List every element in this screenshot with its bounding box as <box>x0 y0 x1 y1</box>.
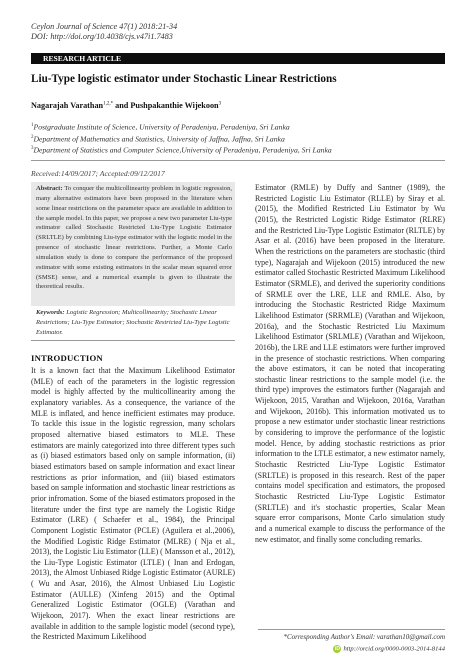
article-type-badge: RESEARCH ARTICLE <box>31 53 445 64</box>
author-superscript: 1,2,* <box>103 101 114 107</box>
intro-paragraph: Estimator (RMLE) by Duffy and Santner (1989), the Restricted Logistic Liu Estimator (RLLE) by Siray et al. (2015), the Modified Restricted Liu Estimator by Wu (2015), the Restricted Logistic Ridge Estimator (RLRE) and the Restricted Liu-Type Logistic Estimator (RLTLE) by Asar et al. (2016) have been proposed in the literature. When the restrictions on the parameters are stochastic (third type), Nagarajah and Wijekoon (2015) introduced the new estimator called Stochastic Restricted Maximum Likelihood Estimator (SRMLE), and derived the superiority conditions of SRMLE over the LRE, LLE and RMLE. Also, by introducing the Stochastic Restricted Ridge Maximum Likelihood Estimator (SRRMLE) (Varathan and Wijekoon, 2016a), and the Stochastic Restricted Liu Maximum Likelihood Estimator (SRLMLE) (Varathan and Wijekoon, 2016b), the LRE and LLE estimators were further improved in the presence of stochastic restrictions. When comparing the above estimators, it can be noted that incoperating stochastic linear restrictions to the sample model (i.e. the third type) improves the estimators further (Nagarajah and Wijekoon, 2015, Varathan and Wijekoon, 2016a, Varathan and Wijekoon, 2016b). This information motivated us to propose a new estimator under stochastic linear restrictions by considering to improve the performance of the logistic model. Hence, by adding stochastic restrictions as prior information to the LTLE estimator, a new estimator namely, Stochastic Restricted Liu-Type Logistic Estimator (SRLTLE) is proposed in this research. Rest of the paper contains model specification and estimators, the proposed Stochastic Restricted Liu-Type Logistic Estimator (SRLTLE) and it's stochastic properties, Scalar Mean square error comparisons, Monte Carlo simulation study and a numerical example to discuss the performance of the new estimator, and finally some concluding remarks. <box>255 183 445 544</box>
author-name: Nagarajah Varathan <box>31 101 104 110</box>
journal-doi[interactable]: DOI: http://doi.org/10.4038/cjs.v47i1.7483 <box>31 32 173 41</box>
abstract-label: Abstract: <box>36 185 63 192</box>
author-conjunction: and <box>113 101 131 110</box>
abstract-text: To conquer the multicollinearity problem in logistic regression, many alternative estimators have been proposed in the literature when some linear restrictions on the parameter space are available in addition to the sample model. In this paper, we propose a new two parameter Liu-type estimator called Stochastic Restricted Liu-Type Logistic Estimator (SRLTLE) by combining Liu-type estimator with the logistic model in the presence of stochastic linear restrictions. Further, a Monte Carlo simulation study is done to compare the performance of the proposed estimator with some existing estimators in the scalar mean squared error (SMSE) sense, and a numerical example is given to illustrate the theoretical results. <box>36 185 232 291</box>
section-heading-introduction: INTRODUCTION <box>31 353 103 363</box>
orcid-line <box>262 645 445 653</box>
affiliations <box>31 121 332 156</box>
abstract-block <box>36 184 232 292</box>
affiliation-item: $^2$Department of Mathematics and Statistics, University of Jaffna, Jaffna, Sri Lanka <box>31 134 285 144</box>
affiliation-item: $^3$Department of Statistics and Computer Science,University of Peradeniya, Peradeniya, Sri Lanka <box>31 145 332 155</box>
corresponding-author-email[interactable]: *Corresponding Author's Email: varathan10@gmail.com <box>283 633 445 641</box>
keywords-text: Logistic Regression; Multicollinearity; Stochastic Linear Restrictions; Liu-Type Estimator; Stochastic Restricted Liu-Type Logistic Estimator. <box>36 309 230 336</box>
footer-divider <box>258 629 445 630</box>
orcid-link[interactable]: http://orcid.org/0000-0003-2014-8144 <box>343 645 445 653</box>
received-accepted-dates: Received:14/09/2017; Accepted:09/12/2017 <box>31 169 165 178</box>
journal-citation: Ceylon Journal of Science 47(1) 2018:21-34 <box>31 22 178 31</box>
affiliation-item: $^1$Postgraduate Institute of Science, University of Peradeniya, Peradeniya, Sri Lanka <box>31 122 290 132</box>
journal-header <box>31 22 177 42</box>
author-superscript: 3 <box>218 101 222 107</box>
intro-right-column <box>255 183 445 545</box>
keywords-label: Keywords: <box>36 309 65 316</box>
intro-paragraph: It is a known fact that the Maximum Likelihood Estimator (MLE) of each of the parameters in the logistic regression model is highly affected by the multicollinearity among the explanatory variables. As a consequence, the variance of the MLE is inflated, and hence inefficient estimates may produce. To tackle this issue in the logistic regression, many scholars proposed alternative biased estimators to MLE. These estimators are mainly categorized into three different types such as (i) biased estimators based only on sample information, (ii) biased estimators based on sample information and exact linear restrictions as prior information, and (iii) biased estimators based on sample information and stochastic linear restrictions as prior infromation. Some of the biased estimators proposed in the literature under the first type are namely the Logistic Ridge Estimator (LRE) ( Schaefer et al., 1984), the Principal Component Logistic Estimator (PCLE) (Aguilera et al.,2006), the Modified Logistic Ridge Estimator (MLRE) ( Nja et al., 2013), the Logistic Liu Estimator (LLE) ( Mansson et al., 2012), the Liu-Type Logistic Estimator (LTLE) ( Inan and Erdogan, 2013), the Almost Unbiased Ridge Logistic Estimator (AURLE) ( Wu and Asar, 2016), the Almost Unbiased Liu Logistic Estimator (AULLE) (Xinfeng 2015) and the Optimal Generalized Logistic Estimator (OGLE) (Varathan and Wijekoon, 2017). When the exact linear restrictions are available in addition to the sample logistic model (second type), the Restricted Maximum Likelihood <box>31 366 235 642</box>
divider <box>31 340 235 341</box>
keywords-block <box>36 308 232 338</box>
author-name: Pushpakanthie Wijekoon <box>130 101 219 110</box>
paper-title: Liu-Type logistic estimator under Stochastic Linear Restrictions <box>31 73 337 85</box>
orcid-icon: iD <box>334 646 340 652</box>
intro-left-column <box>31 366 235 643</box>
author-line <box>31 101 221 110</box>
divider <box>31 160 445 161</box>
